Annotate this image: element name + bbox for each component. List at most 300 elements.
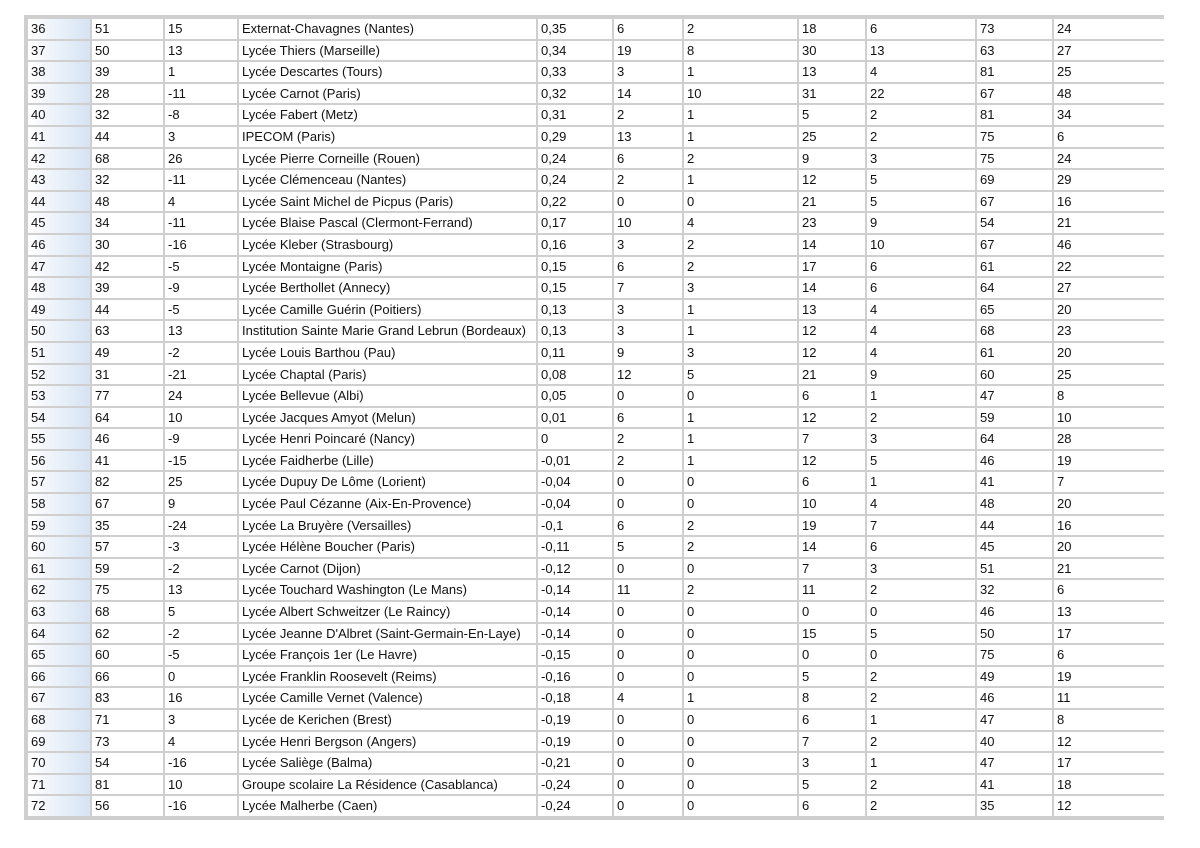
previous-rank-cell: 82 — [92, 472, 163, 492]
count-a-cell: 0 — [614, 710, 682, 730]
rank-cell: 46 — [28, 235, 90, 255]
count-e-cell: 35 — [977, 796, 1052, 816]
score-cell: 0,16 — [538, 235, 612, 255]
rank-cell: 43 — [28, 170, 90, 190]
score-cell: 0,24 — [538, 170, 612, 190]
score-cell: 0,15 — [538, 278, 612, 298]
count-d-cell: 6 — [867, 257, 975, 277]
rank-change-cell: 24 — [165, 386, 237, 406]
count-c-cell: 8 — [799, 688, 865, 708]
table-row — [28, 62, 1168, 82]
school-name-cell: Lycée Kleber (Strasbourg) — [239, 235, 536, 255]
count-a-cell: 0 — [614, 192, 682, 212]
count-e-cell: 44 — [977, 516, 1052, 536]
school-name-cell: Lycée Descartes (Tours) — [239, 62, 536, 82]
school-name-cell: Lycée Bellevue (Albi) — [239, 386, 536, 406]
count-e-cell: 64 — [977, 278, 1052, 298]
count-f-cell: 20 — [1054, 343, 1168, 363]
count-d-cell: 5 — [867, 451, 975, 471]
previous-rank-cell: 56 — [92, 796, 163, 816]
table-row — [28, 796, 1168, 816]
score-cell: 0,34 — [538, 41, 612, 61]
count-d-cell: 13 — [867, 41, 975, 61]
school-name-cell: Lycée Dupuy De Lôme (Lorient) — [239, 472, 536, 492]
table-row — [28, 365, 1168, 385]
count-e-cell: 75 — [977, 149, 1052, 169]
count-d-cell: 2 — [867, 667, 975, 687]
rank-cell: 68 — [28, 710, 90, 730]
count-d-cell: 6 — [867, 278, 975, 298]
school-name-cell: Institution Sainte Marie Grand Lebrun (Bordeaux) — [239, 321, 536, 341]
count-b-cell: 3 — [684, 278, 797, 298]
school-name-cell: Lycée Henri Poincaré (Nancy) — [239, 429, 536, 449]
table-row — [28, 537, 1168, 557]
ranking-table — [26, 17, 1170, 818]
rank-change-cell: 3 — [165, 127, 237, 147]
table-row — [28, 257, 1168, 277]
count-b-cell: 1 — [684, 408, 797, 428]
rank-cell: 36 — [28, 19, 90, 39]
count-f-cell: 19 — [1054, 667, 1168, 687]
table-row — [28, 494, 1168, 514]
count-b-cell: 2 — [684, 257, 797, 277]
count-c-cell: 5 — [799, 105, 865, 125]
count-c-cell: 12 — [799, 321, 865, 341]
rank-change-cell: -9 — [165, 429, 237, 449]
rank-cell: 41 — [28, 127, 90, 147]
rank-change-cell: -5 — [165, 257, 237, 277]
table-row — [28, 300, 1168, 320]
table-row — [28, 667, 1168, 687]
count-f-cell: 29 — [1054, 170, 1168, 190]
count-b-cell: 1 — [684, 62, 797, 82]
table-row — [28, 41, 1168, 61]
count-c-cell: 3 — [799, 753, 865, 773]
count-f-cell: 13 — [1054, 602, 1168, 622]
table-body — [28, 19, 1168, 816]
count-c-cell: 14 — [799, 278, 865, 298]
count-d-cell: 22 — [867, 84, 975, 104]
count-e-cell: 63 — [977, 41, 1052, 61]
count-e-cell: 46 — [977, 688, 1052, 708]
school-name-cell: Lycée Blaise Pascal (Clermont-Ferrand) — [239, 213, 536, 233]
count-b-cell: 3 — [684, 343, 797, 363]
count-c-cell: 6 — [799, 386, 865, 406]
previous-rank-cell: 57 — [92, 537, 163, 557]
count-b-cell: 2 — [684, 580, 797, 600]
count-f-cell: 46 — [1054, 235, 1168, 255]
score-cell: 0,33 — [538, 62, 612, 82]
count-c-cell: 7 — [799, 559, 865, 579]
count-d-cell: 2 — [867, 105, 975, 125]
school-name-cell: Lycée Jacques Amyot (Melun) — [239, 408, 536, 428]
table-row — [28, 429, 1168, 449]
count-e-cell: 49 — [977, 667, 1052, 687]
count-d-cell: 3 — [867, 559, 975, 579]
count-f-cell: 28 — [1054, 429, 1168, 449]
rank-change-cell: 26 — [165, 149, 237, 169]
count-a-cell: 0 — [614, 753, 682, 773]
count-a-cell: 0 — [614, 732, 682, 752]
count-a-cell: 0 — [614, 494, 682, 514]
previous-rank-cell: 42 — [92, 257, 163, 277]
score-cell: 0,11 — [538, 343, 612, 363]
score-cell: -0,18 — [538, 688, 612, 708]
rank-change-cell: 4 — [165, 732, 237, 752]
table-row — [28, 235, 1168, 255]
rank-change-cell: 9 — [165, 494, 237, 514]
count-f-cell: 18 — [1054, 775, 1168, 795]
rank-cell: 54 — [28, 408, 90, 428]
previous-rank-cell: 54 — [92, 753, 163, 773]
count-d-cell: 2 — [867, 408, 975, 428]
count-f-cell: 16 — [1054, 516, 1168, 536]
table-row — [28, 580, 1168, 600]
rank-cell: 49 — [28, 300, 90, 320]
school-name-cell: Lycée Camille Vernet (Valence) — [239, 688, 536, 708]
count-a-cell: 0 — [614, 386, 682, 406]
rank-cell: 71 — [28, 775, 90, 795]
count-d-cell: 2 — [867, 580, 975, 600]
count-d-cell: 2 — [867, 127, 975, 147]
previous-rank-cell: 60 — [92, 645, 163, 665]
count-e-cell: 81 — [977, 105, 1052, 125]
school-name-cell: Lycée Hélène Boucher (Paris) — [239, 537, 536, 557]
rank-change-cell: -11 — [165, 170, 237, 190]
count-e-cell: 75 — [977, 127, 1052, 147]
rank-cell: 51 — [28, 343, 90, 363]
score-cell: -0,01 — [538, 451, 612, 471]
count-f-cell: 21 — [1054, 559, 1168, 579]
rank-change-cell: -2 — [165, 624, 237, 644]
table-row — [28, 775, 1168, 795]
count-b-cell: 0 — [684, 667, 797, 687]
rank-change-cell: -11 — [165, 84, 237, 104]
count-e-cell: 41 — [977, 472, 1052, 492]
count-a-cell: 6 — [614, 19, 682, 39]
count-c-cell: 12 — [799, 170, 865, 190]
count-d-cell: 0 — [867, 645, 975, 665]
count-d-cell: 9 — [867, 365, 975, 385]
count-b-cell: 1 — [684, 451, 797, 471]
count-f-cell: 19 — [1054, 451, 1168, 471]
school-name-cell: Lycée Jeanne D'Albret (Saint-Germain-En-Laye) — [239, 624, 536, 644]
count-d-cell: 4 — [867, 494, 975, 514]
count-c-cell: 12 — [799, 408, 865, 428]
rank-cell: 59 — [28, 516, 90, 536]
count-b-cell: 0 — [684, 192, 797, 212]
count-d-cell: 0 — [867, 602, 975, 622]
rank-cell: 66 — [28, 667, 90, 687]
count-c-cell: 6 — [799, 472, 865, 492]
count-b-cell: 0 — [684, 753, 797, 773]
table-row — [28, 732, 1168, 752]
count-b-cell: 2 — [684, 19, 797, 39]
count-f-cell: 34 — [1054, 105, 1168, 125]
count-b-cell: 0 — [684, 472, 797, 492]
count-d-cell: 2 — [867, 796, 975, 816]
count-e-cell: 45 — [977, 537, 1052, 557]
count-c-cell: 5 — [799, 667, 865, 687]
count-b-cell: 2 — [684, 235, 797, 255]
count-f-cell: 11 — [1054, 688, 1168, 708]
rank-change-cell: -11 — [165, 213, 237, 233]
count-b-cell: 10 — [684, 84, 797, 104]
school-name-cell: Lycée Faidherbe (Lille) — [239, 451, 536, 471]
count-a-cell: 6 — [614, 257, 682, 277]
count-a-cell: 10 — [614, 213, 682, 233]
count-d-cell: 6 — [867, 19, 975, 39]
previous-rank-cell: 77 — [92, 386, 163, 406]
score-cell: -0,12 — [538, 559, 612, 579]
count-f-cell: 6 — [1054, 127, 1168, 147]
table-row — [28, 170, 1168, 190]
score-cell: 0,15 — [538, 257, 612, 277]
school-name-cell: Lycée Touchard Washington (Le Mans) — [239, 580, 536, 600]
count-a-cell: 14 — [614, 84, 682, 104]
count-f-cell: 17 — [1054, 624, 1168, 644]
school-name-cell: Lycée Paul Cézanne (Aix-En-Provence) — [239, 494, 536, 514]
score-cell: -0,19 — [538, 732, 612, 752]
rank-change-cell: -9 — [165, 278, 237, 298]
table-row — [28, 278, 1168, 298]
count-a-cell: 3 — [614, 300, 682, 320]
table-row — [28, 213, 1168, 233]
table-row — [28, 149, 1168, 169]
count-d-cell: 2 — [867, 688, 975, 708]
count-d-cell: 10 — [867, 235, 975, 255]
rank-change-cell: 13 — [165, 41, 237, 61]
count-f-cell: 23 — [1054, 321, 1168, 341]
rank-cell: 37 — [28, 41, 90, 61]
count-e-cell: 68 — [977, 321, 1052, 341]
count-b-cell: 1 — [684, 170, 797, 190]
count-e-cell: 40 — [977, 732, 1052, 752]
count-b-cell: 0 — [684, 386, 797, 406]
count-d-cell: 4 — [867, 62, 975, 82]
count-c-cell: 10 — [799, 494, 865, 514]
previous-rank-cell: 64 — [92, 408, 163, 428]
school-name-cell: Lycée Fabert (Metz) — [239, 105, 536, 125]
count-f-cell: 24 — [1054, 149, 1168, 169]
rank-cell: 61 — [28, 559, 90, 579]
count-a-cell: 11 — [614, 580, 682, 600]
count-a-cell: 2 — [614, 105, 682, 125]
score-cell: -0,14 — [538, 602, 612, 622]
table-row — [28, 127, 1168, 147]
rank-change-cell: -16 — [165, 753, 237, 773]
rank-change-cell: -2 — [165, 343, 237, 363]
school-name-cell: Lycée Chaptal (Paris) — [239, 365, 536, 385]
count-c-cell: 31 — [799, 84, 865, 104]
table-row — [28, 472, 1168, 492]
ranking-table-container — [24, 15, 1164, 820]
count-e-cell: 61 — [977, 343, 1052, 363]
score-cell: -0,14 — [538, 624, 612, 644]
count-c-cell: 21 — [799, 365, 865, 385]
table-row — [28, 688, 1168, 708]
previous-rank-cell: 39 — [92, 62, 163, 82]
school-name-cell: Lycée Louis Barthou (Pau) — [239, 343, 536, 363]
school-name-cell: Lycée Pierre Corneille (Rouen) — [239, 149, 536, 169]
count-a-cell: 2 — [614, 429, 682, 449]
table-row — [28, 192, 1168, 212]
count-a-cell: 6 — [614, 149, 682, 169]
school-name-cell: Groupe scolaire La Résidence (Casablanca) — [239, 775, 536, 795]
count-b-cell: 0 — [684, 624, 797, 644]
rank-cell: 63 — [28, 602, 90, 622]
school-name-cell: Lycée La Bruyère (Versailles) — [239, 516, 536, 536]
count-b-cell: 0 — [684, 494, 797, 514]
count-e-cell: 73 — [977, 19, 1052, 39]
rank-cell: 55 — [28, 429, 90, 449]
count-f-cell: 48 — [1054, 84, 1168, 104]
previous-rank-cell: 44 — [92, 300, 163, 320]
previous-rank-cell: 71 — [92, 710, 163, 730]
rank-change-cell: 1 — [165, 62, 237, 82]
count-b-cell: 0 — [684, 732, 797, 752]
count-d-cell: 1 — [867, 386, 975, 406]
count-b-cell: 1 — [684, 127, 797, 147]
count-d-cell: 4 — [867, 343, 975, 363]
rank-change-cell: -5 — [165, 645, 237, 665]
count-c-cell: 11 — [799, 580, 865, 600]
count-d-cell: 1 — [867, 753, 975, 773]
count-b-cell: 0 — [684, 710, 797, 730]
count-f-cell: 16 — [1054, 192, 1168, 212]
count-e-cell: 81 — [977, 62, 1052, 82]
previous-rank-cell: 32 — [92, 105, 163, 125]
count-d-cell: 9 — [867, 213, 975, 233]
count-b-cell: 5 — [684, 365, 797, 385]
previous-rank-cell: 66 — [92, 667, 163, 687]
previous-rank-cell: 59 — [92, 559, 163, 579]
previous-rank-cell: 28 — [92, 84, 163, 104]
count-a-cell: 0 — [614, 472, 682, 492]
count-c-cell: 17 — [799, 257, 865, 277]
count-c-cell: 15 — [799, 624, 865, 644]
count-e-cell: 61 — [977, 257, 1052, 277]
score-cell: 0,31 — [538, 105, 612, 125]
count-e-cell: 67 — [977, 192, 1052, 212]
table-row — [28, 559, 1168, 579]
count-d-cell: 3 — [867, 429, 975, 449]
score-cell: -0,19 — [538, 710, 612, 730]
count-f-cell: 6 — [1054, 645, 1168, 665]
count-e-cell: 54 — [977, 213, 1052, 233]
count-f-cell: 8 — [1054, 386, 1168, 406]
score-cell: -0,04 — [538, 472, 612, 492]
count-a-cell: 0 — [614, 667, 682, 687]
rank-cell: 38 — [28, 62, 90, 82]
previous-rank-cell: 44 — [92, 127, 163, 147]
school-name-cell: Lycée Camille Guérin (Poitiers) — [239, 300, 536, 320]
count-b-cell: 1 — [684, 688, 797, 708]
count-f-cell: 17 — [1054, 753, 1168, 773]
school-name-cell: Lycée Carnot (Dijon) — [239, 559, 536, 579]
count-b-cell: 2 — [684, 149, 797, 169]
table-row — [28, 84, 1168, 104]
score-cell: -0,15 — [538, 645, 612, 665]
count-a-cell: 13 — [614, 127, 682, 147]
count-e-cell: 32 — [977, 580, 1052, 600]
count-f-cell: 20 — [1054, 494, 1168, 514]
count-e-cell: 47 — [977, 710, 1052, 730]
count-f-cell: 12 — [1054, 796, 1168, 816]
previous-rank-cell: 51 — [92, 19, 163, 39]
rank-cell: 58 — [28, 494, 90, 514]
previous-rank-cell: 62 — [92, 624, 163, 644]
count-c-cell: 18 — [799, 19, 865, 39]
table-row — [28, 343, 1168, 363]
count-c-cell: 30 — [799, 41, 865, 61]
school-name-cell: Lycée Saliège (Balma) — [239, 753, 536, 773]
count-f-cell: 24 — [1054, 19, 1168, 39]
previous-rank-cell: 34 — [92, 213, 163, 233]
rank-cell: 53 — [28, 386, 90, 406]
count-b-cell: 1 — [684, 105, 797, 125]
school-name-cell: Lycée de Kerichen (Brest) — [239, 710, 536, 730]
count-f-cell: 20 — [1054, 537, 1168, 557]
count-c-cell: 6 — [799, 796, 865, 816]
previous-rank-cell: 49 — [92, 343, 163, 363]
score-cell: 0,17 — [538, 213, 612, 233]
rank-change-cell: -5 — [165, 300, 237, 320]
count-d-cell: 6 — [867, 537, 975, 557]
rank-change-cell: 25 — [165, 472, 237, 492]
table-row — [28, 710, 1168, 730]
score-cell: 0,24 — [538, 149, 612, 169]
count-f-cell: 6 — [1054, 580, 1168, 600]
table-row — [28, 753, 1168, 773]
score-cell: 0,13 — [538, 300, 612, 320]
rank-cell: 40 — [28, 105, 90, 125]
count-a-cell: 0 — [614, 624, 682, 644]
score-cell: 0,08 — [538, 365, 612, 385]
previous-rank-cell: 50 — [92, 41, 163, 61]
rank-change-cell: -2 — [165, 559, 237, 579]
rank-cell: 72 — [28, 796, 90, 816]
count-f-cell: 25 — [1054, 365, 1168, 385]
count-c-cell: 21 — [799, 192, 865, 212]
count-a-cell: 2 — [614, 170, 682, 190]
count-e-cell: 67 — [977, 235, 1052, 255]
rank-cell: 45 — [28, 213, 90, 233]
previous-rank-cell: 63 — [92, 321, 163, 341]
count-e-cell: 64 — [977, 429, 1052, 449]
count-f-cell: 25 — [1054, 62, 1168, 82]
school-name-cell: Lycée Thiers (Marseille) — [239, 41, 536, 61]
previous-rank-cell: 30 — [92, 235, 163, 255]
count-a-cell: 0 — [614, 645, 682, 665]
count-c-cell: 13 — [799, 62, 865, 82]
count-a-cell: 12 — [614, 365, 682, 385]
previous-rank-cell: 41 — [92, 451, 163, 471]
previous-rank-cell: 39 — [92, 278, 163, 298]
rank-change-cell: -15 — [165, 451, 237, 471]
score-cell: -0,14 — [538, 580, 612, 600]
count-d-cell: 1 — [867, 472, 975, 492]
table-row — [28, 19, 1168, 39]
previous-rank-cell: 73 — [92, 732, 163, 752]
count-f-cell: 27 — [1054, 278, 1168, 298]
count-c-cell: 7 — [799, 732, 865, 752]
count-f-cell: 27 — [1054, 41, 1168, 61]
count-e-cell: 51 — [977, 559, 1052, 579]
previous-rank-cell: 67 — [92, 494, 163, 514]
count-d-cell: 4 — [867, 300, 975, 320]
count-f-cell: 12 — [1054, 732, 1168, 752]
